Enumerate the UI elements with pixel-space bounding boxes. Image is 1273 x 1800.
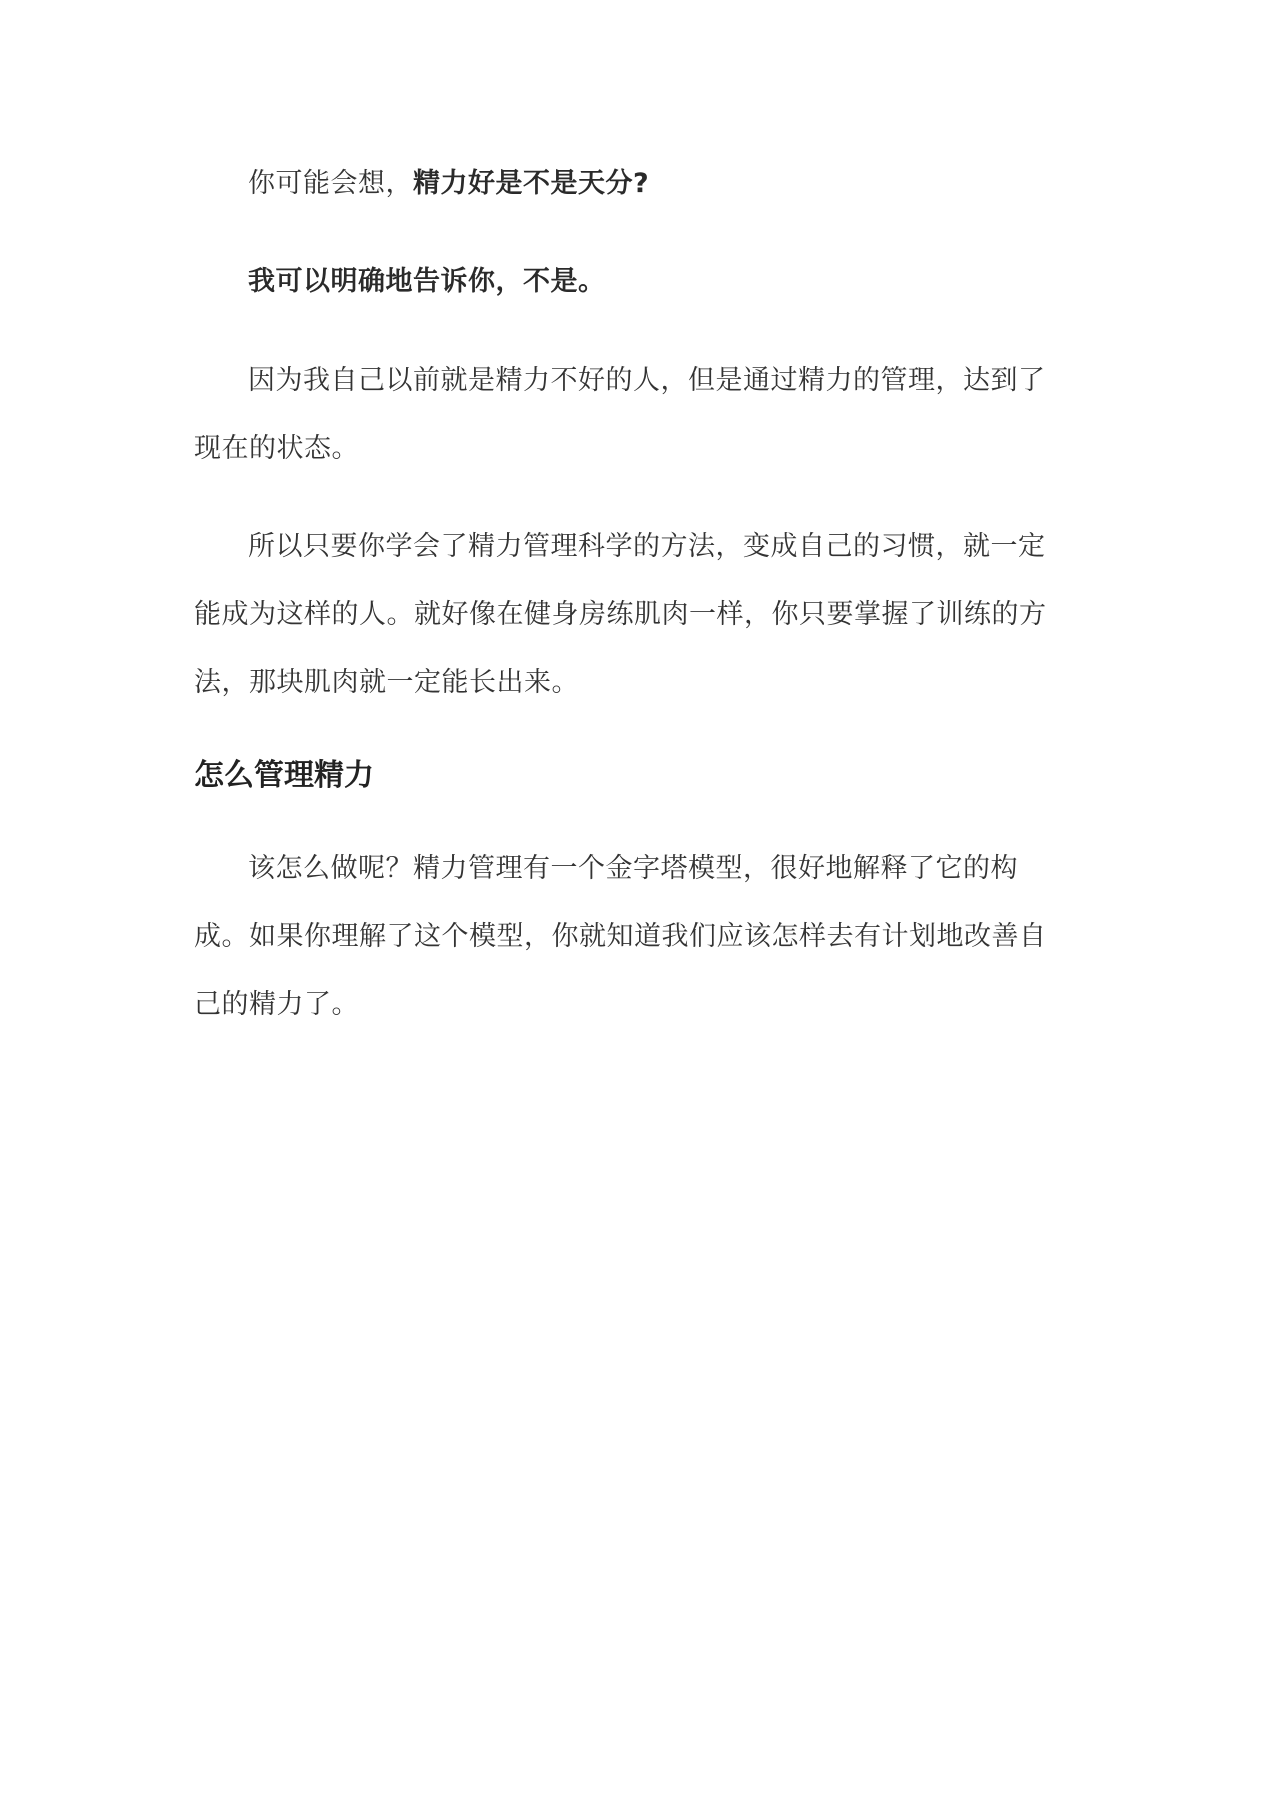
- section-heading: 怎么管理精力: [194, 758, 374, 793]
- bold-question: 精力好是不是天分?: [413, 168, 650, 199]
- paragraph-text: 你可能会想，: [248, 168, 413, 199]
- paragraph-answer: 我可以明确地告诉你，不是。: [248, 266, 606, 297]
- paragraph-method: 所以只要你学会了精力管理科学的方法，变成自己的习惯，就一定能成为这样的人。就好像在健身房练肌肉一样，你只要掌握了训练的方法，那块肌肉就一定能长出来。: [194, 531, 1047, 698]
- paragraph-talent-question: [194, 150, 1064, 218]
- paragraph-personal-experience: 因为我自己以前就是精力不好的人，但是通过精力的管理，达到了现在的状态。: [194, 365, 1046, 464]
- paragraph-pyramid-model: 该怎么做呢？精力管理有一个金字塔模型，很好地解释了它的构成。如果你理解了这个模型，你就知道我们应该怎样去有计划地改善自己的精力了。: [194, 853, 1047, 1020]
- document-page: [194, 150, 1064, 1039]
